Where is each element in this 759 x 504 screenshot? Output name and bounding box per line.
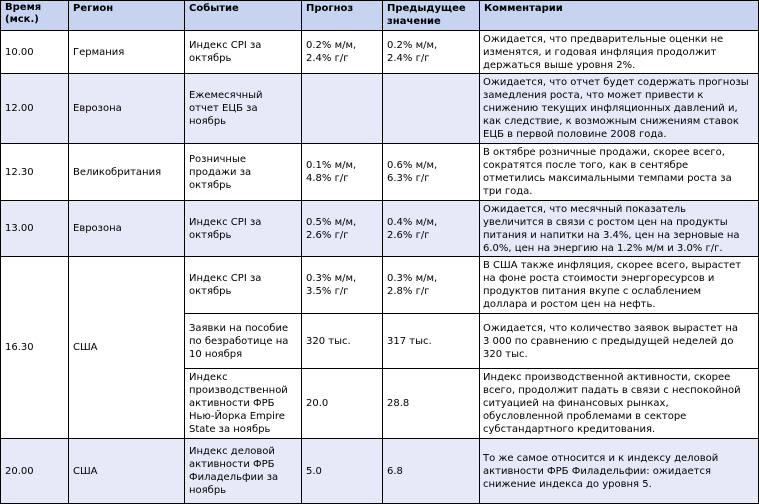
- cell-comment: В октябре розничные продажи, скорее всего, сократятся после того, как в сентябре отметились максимальными темпами роста за три года.: [480, 144, 759, 201]
- cell-comment: Ожидается, что месячный показатель увеличится в связи с ростом цен на продукты питания и напитки на 3.4%, цен на зерновые на 6.0%, цен на энергию на 1.2% м/м и 3.0% г/г.: [480, 201, 759, 257]
- cell-time: 10.00: [1, 31, 69, 74]
- cell-event: Заявки на пособие по безработице на 10 ноября: [185, 314, 302, 369]
- cell-event: Индекс производственной активности ФРБ Нью-Йорка Empire State за ноябрь: [185, 369, 302, 439]
- cell-forecast: 0.1% м/м, 4.8% г/г: [302, 144, 383, 201]
- cell-time: 12.30: [1, 144, 69, 201]
- cell-region: США: [69, 439, 185, 504]
- cell-forecast: 20.0: [302, 369, 383, 439]
- cell-previous: 28.8: [383, 369, 480, 439]
- cell-time: 12.00: [1, 74, 69, 144]
- header-region: Регион: [69, 1, 185, 31]
- cell-event: Индекс CPI за октябрь: [185, 201, 302, 257]
- header-event: Событие: [185, 1, 302, 31]
- cell-time: 16.30: [1, 257, 69, 439]
- table-row: [1, 74, 759, 144]
- cell-forecast: 0.3% м/м, 3.5% г/г: [302, 257, 383, 314]
- cell-region: Великобритания: [69, 144, 185, 201]
- cell-event: Индекс CPI за октябрь: [185, 257, 302, 314]
- cell-previous: 0.3% м/м, 2.8% г/г: [383, 257, 480, 314]
- cell-event: Розничные продажи за октябрь: [185, 144, 302, 201]
- cell-region: США: [69, 257, 185, 439]
- cell-comment: Ожидается, что количество заявок вырастет на 3 000 по сравнению с предыдущей неделей до 320 тыс.: [480, 314, 759, 369]
- header-comments: Комментарии: [480, 1, 759, 31]
- cell-time: 13.00: [1, 201, 69, 257]
- cell-comment: Ожидается, что предварительные оценки не изменятся, и годовая инфляция продолжит держаться выше уровня 2%.: [480, 31, 759, 74]
- cell-event: Ежемесячный отчет ЕЦБ за ноябрь: [185, 74, 302, 144]
- table-row: [1, 439, 759, 504]
- cell-previous: [383, 74, 480, 144]
- cell-region: Еврозона: [69, 201, 185, 257]
- cell-previous: 0.6% м/м, 6.3% г/г: [383, 144, 480, 201]
- cell-previous: 0.2% м/м, 2.4% г/г: [383, 31, 480, 74]
- cell-previous: 0.4% м/м, 2.6% г/г: [383, 201, 480, 257]
- table-row: [1, 144, 759, 201]
- cell-time: 20.00: [1, 439, 69, 504]
- cell-forecast: [302, 74, 383, 144]
- cell-region: Германия: [69, 31, 185, 74]
- cell-comment: Индекс производственной активности, скорее всего, продолжит падать в связи с неспокойной ситуацией на финансовых рынках, обусловленной проблемами в секторе субстандартного кредитования.: [480, 369, 759, 439]
- cell-previous: 6.8: [383, 439, 480, 504]
- cell-previous: 317 тыс.: [383, 314, 480, 369]
- table-row: [1, 31, 759, 74]
- cell-comment: То же самое относится и к индексу деловой активности ФРБ Филадельфии: ожидается снижение индекса до уровня 5.: [480, 439, 759, 504]
- cell-event: Индекс CPI за октябрь: [185, 31, 302, 74]
- cell-comment: Ожидается, что отчет будет содержать прогнозы замедления роста, что может привести к снижению текущих инфляционных давлений и, как следствие, к возможным снижениям ставок ЕЦБ в первой половине 2008 года.: [480, 74, 759, 144]
- cell-forecast: 320 тыс.: [302, 314, 383, 369]
- cell-forecast: 0.2% м/м, 2.4% г/г: [302, 31, 383, 74]
- header-previous: Предыдущее значение: [383, 1, 480, 31]
- cell-comment: В США также инфляция, скорее всего, вырастет на фоне роста стоимости энергоресурсов и продуктов питания вкупе с ослаблением доллара и ростом цен на нефть.: [480, 257, 759, 314]
- cell-forecast: 0.5% м/м, 2.6% г/г: [302, 201, 383, 257]
- cell-region: Еврозона: [69, 74, 185, 144]
- table-row: [1, 201, 759, 257]
- header-row: [1, 1, 759, 31]
- table-row: [1, 257, 759, 314]
- cell-forecast: 5.0: [302, 439, 383, 504]
- header-forecast: Прогноз: [302, 1, 383, 31]
- header-time: Время (мск.): [1, 1, 69, 31]
- cell-event: Индекс деловой активности ФРБ Филадельфии за ноябрь: [185, 439, 302, 504]
